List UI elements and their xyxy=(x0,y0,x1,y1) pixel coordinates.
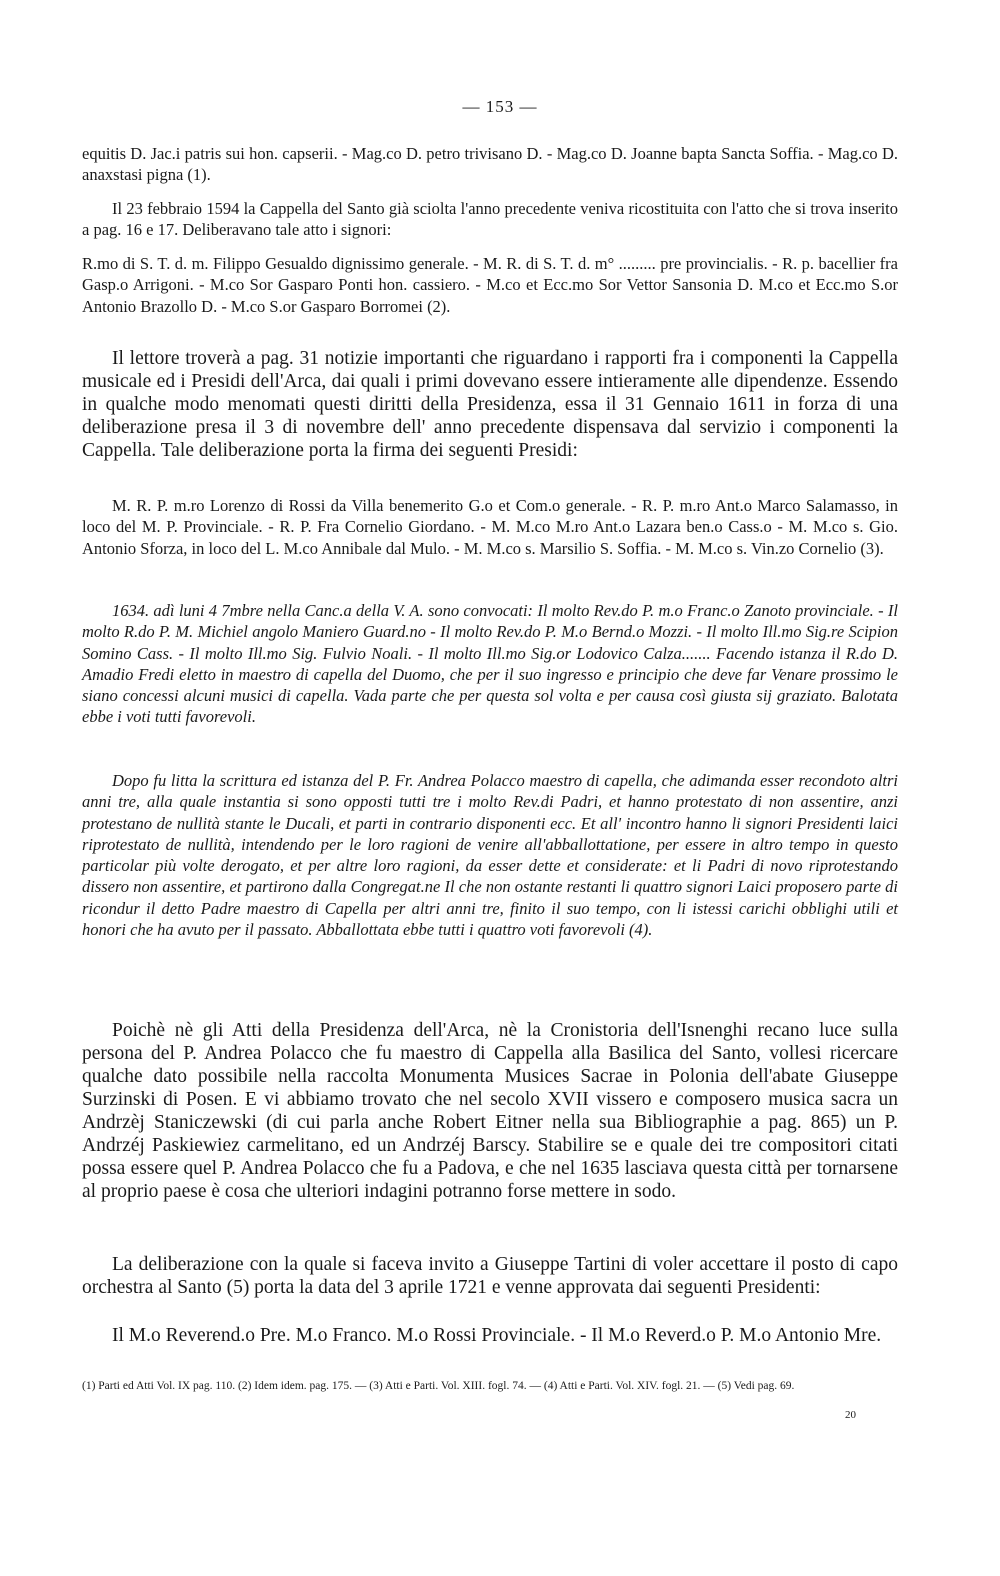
paragraph-5: M. R. P. m.ro Lorenzo di Rossi da Villa benemerito G.o et Com.o generale. - R. P. m.ro Ant.o Marco Salamasso, in loco del M. P. Provinciale. - R. P. Fra Cornelio Giordano. - M. M.co M.ro Ant.o Lazara ben.o Cass.o - M. M.co s. Gio. Antonio Sforza, in loco del L. M.co Annibale dal Mulo. - M. M.co s. Marsilio S. Soffia. - M. M.co s. Vin.zo Cornelio (3). xyxy=(82,496,898,558)
paragraph-2: Il 23 febbraio 1594 la Cappella del Santo già sciolta l'anno precedente veniva ricostituita con l'atto che si trova inserito a pag. 16 e 17. Deliberavano tale atto i signori: xyxy=(82,199,898,240)
paragraph-3: R.mo di S. T. d. m. Filippo Gesualdo dignissimo generale. - M. R. di S. T. d. m° ......... pre provincialis. - R. p. bacellier fra Gasp.o Arrigoni. - M.co Sor Gasparo Ponti hon. cassiero. - M.co et Ecc.mo Sor Vettor Sansonia D. M.co et Ecc.mo S.or Antonio Brazollo D. - M.co S.or Gasparo Borromei (2). xyxy=(82,254,898,316)
paragraph-10: Il M.o Reverend.o Pre. M.o Franco. M.o Rossi Provinciale. - Il M.o Reverd.o P. M.o Antonio Mre. xyxy=(112,1325,882,1346)
paragraph-4: Il lettore troverà a pag. 31 notizie importanti che riguardano i rapporti fra i componenti la Cappella musicale ed i Presidi dell'Arca, dai quali i primi dovevano essere intieramente alle dipendenze. Essendo in qualche modo menomati questi diritti della Presidenza, essa il 31 Gennaio 1611 in forza di una deliberazione presa il 3 di novembre dell' anno precedente dispensava dal servizio i componenti la Cappella. Tale deliberazione porta la firma dei seguenti Presidi: xyxy=(82,348,898,461)
footnotes: (1) Parti ed Atti Vol. IX pag. 110. (2) Idem idem. pag. 175. — (3) Atti e Parti. Vol. XIII. fogl. 74. — (4) Atti e Parti. Vol. XIV. fogl. 21. — (5) Vedi pag. 69. xyxy=(82,1380,795,1392)
paragraph-9: La deliberazione con la quale si faceva invito a Giuseppe Tartini di voler accettare il posto di capo orchestra al Santo (5) porta la data del 3 aprile 1721 e venne approvata dai seguenti Presidenti: xyxy=(82,1254,898,1298)
paragraph-7: Dopo fu litta la scrittura ed istanza del P. Fr. Andrea Polacco maestro di capella, che adimanda esser recondoto altri anni tre, alla quale instantia si sono opposti tutti tre i molto Rev.di Padri, et hanno protestato di non assentire, anzi protestano de nullità stante le Ducali, et parti in contrario disponenti ecc. Et all' incontro hanno li signori Presidenti laici riprotestato de nullità, intendendo per le loro ragioni de venire all'abballottatione, per essere in altro tempo in questo particolar più volte derogato, et per altre loro ragioni, da esser dette et considerate: et li Padri di novo riprotestando dissero non assentire, et partirono dalla Congregat.ne Il che non ostante restanti li quattro signori Laici proposero parte di ricondur il detto Padre maestro di Capella per altri anni tre, finito il suo tempo, con li istessi carichi obblighi utili et honori che ha avuto per il passato. Abballottata ebbe tutti i quattro voti favorevoli (4). xyxy=(82,771,898,940)
signature-mark: 20 xyxy=(845,1409,856,1421)
paragraph-8: Poichè nè gli Atti della Presidenza dell'Arca, nè la Cronistoria dell'Isnenghi recano luce sulla persona del P. Andrea Polacco che fu maestro di Cappella alla Basilica del Santo, vollesi ricercare qualche dato possibile nella raccolta Monumenta Musices Sacrae in Polonia dell'abate Giuseppe Surzinski di Posen. E vi abbiamo trovato che nel secolo XVII vissero e composero musica sacra un Andrzèj Staniczewski (di cui parla anche Robert Eitner nella sua Bibliographie a pag. 865) un P. Andrzéj Paskiewiez carmelitano, ed un Andrzéj Barscy. Stabilire se e quale dei tre compositori citati possa essere quel P. Andrea Polacco che fu a Padova, e che nel 1635 lasciava questa città per tornarsene al proprio paese è cosa che ulteriori indagini potranno forse mettere in sodo. xyxy=(82,1020,898,1202)
page-number: — 153 — xyxy=(462,97,538,116)
paragraph-6: 1634. adì luni 4 7mbre nella Canc.a della V. A. sono convocati: Il molto Rev.do P. m.o Franc.o Zanoto provinciale. - Il molto R.do P. M. Michiel angolo Maniero Guard.no - Il molto Rev.do P. M.o Bernd.o Mozzi. - Il molto Ill.mo Sig.re Scipion Somino Cass. - Il molto Ill.mo Sig. Fulvio Noali. - Il molto Ill.mo Sig.or Lodovico Calza....... Facendo istanza il R.do D. Amadio Fredi eletto in maestro di capella del Duomo, che per il suo ingresso e principio che deve far Venare prossimo le siano concessi alcuni musici di capella. Vada parte che per questa sol volta e per causa così giusta sij graziato. Balotata ebbe i voti tutti favorevoli. xyxy=(82,601,898,727)
paragraph-1: equitis D. Jac.i patris sui hon. capserii. - Mag.co D. petro trivisano D. - Mag.co D. Joanne bapta Sancta Soffia. - Mag.co D. anaxstasi pigna (1). xyxy=(82,144,898,185)
